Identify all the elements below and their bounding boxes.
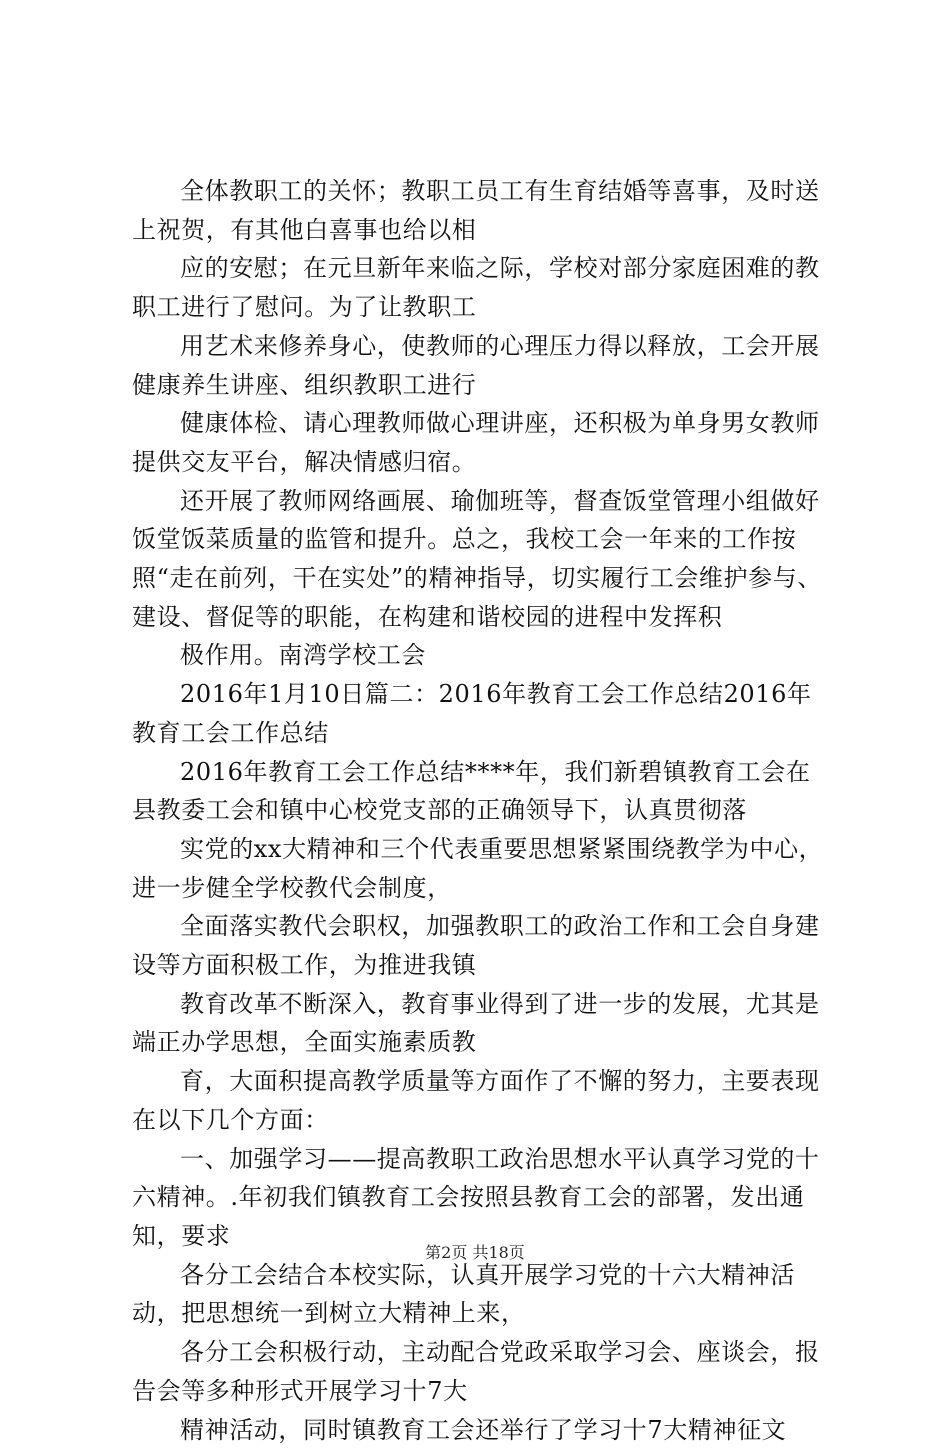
- paragraph-8: 2016年教育工会工作总结****年，我们新碧镇教育工会在县教委工会和镇中心校党支部的正确领导下，认真贯彻落: [132, 753, 832, 830]
- paragraph-3: 用艺术来修养身心，使教师的心理压力得以释放，工会开展健康养生讲座、组织教职工进行: [132, 327, 832, 404]
- paragraph-2: 应的安慰；在元旦新年来临之际，学校对部分家庭困难的教职工进行了慰问。为了让教职工: [132, 249, 832, 326]
- paragraph-13: 一、加强学习——提高教职工政治思想水平认真学习党的十六精神。.年初我们镇教育工会按照县教育工会的部署，发出通知，要求: [132, 1140, 832, 1256]
- paragraph-16: 精神活动，同时镇教育工会还举行了学习十7大精神征文: [132, 1411, 832, 1449]
- paragraph-7: 2016年1月10日篇二：2016年教育工会工作总结2016年教育工会工作总结: [132, 675, 832, 752]
- paragraph-1: 全体教职工的关怀；教职工员工有生育结婚等喜事，及时送上祝贺，有其他白喜事也给以相: [132, 172, 832, 249]
- paragraph-11: 教育改革不断深入，教育事业得到了进一步的发展，尤其是端正办学思想，全面实施素质教: [132, 985, 832, 1062]
- paragraph-15: 各分工会积极行动，主动配合党政采取学习会、座谈会，报告会等多种形式开展学习十7大: [132, 1333, 832, 1410]
- page-number-footer: 第2页 共18页: [0, 1242, 950, 1264]
- paragraph-4: 健康体检、请心理教师做心理讲座，还积极为单身男女教师提供交友平台，解决情感归宿。: [132, 404, 832, 481]
- paragraph-14: 各分工会结合本校实际，认真开展学习党的十六大精神活动，把思想统一到树立大精神上来，: [132, 1256, 832, 1333]
- paragraph-9: 实党的xx大精神和三个代表重要思想紧紧围绕教学为中心，进一步健全学校教代会制度，: [132, 830, 832, 907]
- paragraph-12: 育，大面积提高教学质量等方面作了不懈的努力，主要表现在以下几个方面：: [132, 1062, 832, 1139]
- paragraph-10: 全面落实教代会职权，加强教职工的政治工作和工会自身建设等方面积极工作，为推进我镇: [132, 907, 832, 984]
- paragraph-6: 极作用。南湾学校工会: [132, 636, 832, 675]
- paragraph-5: 还开展了教师网络画展、瑜伽班等，督查饭堂管理小组做好饭堂饭菜质量的监管和提升。总之，我校工会一年来的工作按照“走在前列，干在实处”的精神指导，切实履行工会维护参与、建设、督促等的职能，在构建和谐校园的进程中发挥积: [132, 482, 832, 637]
